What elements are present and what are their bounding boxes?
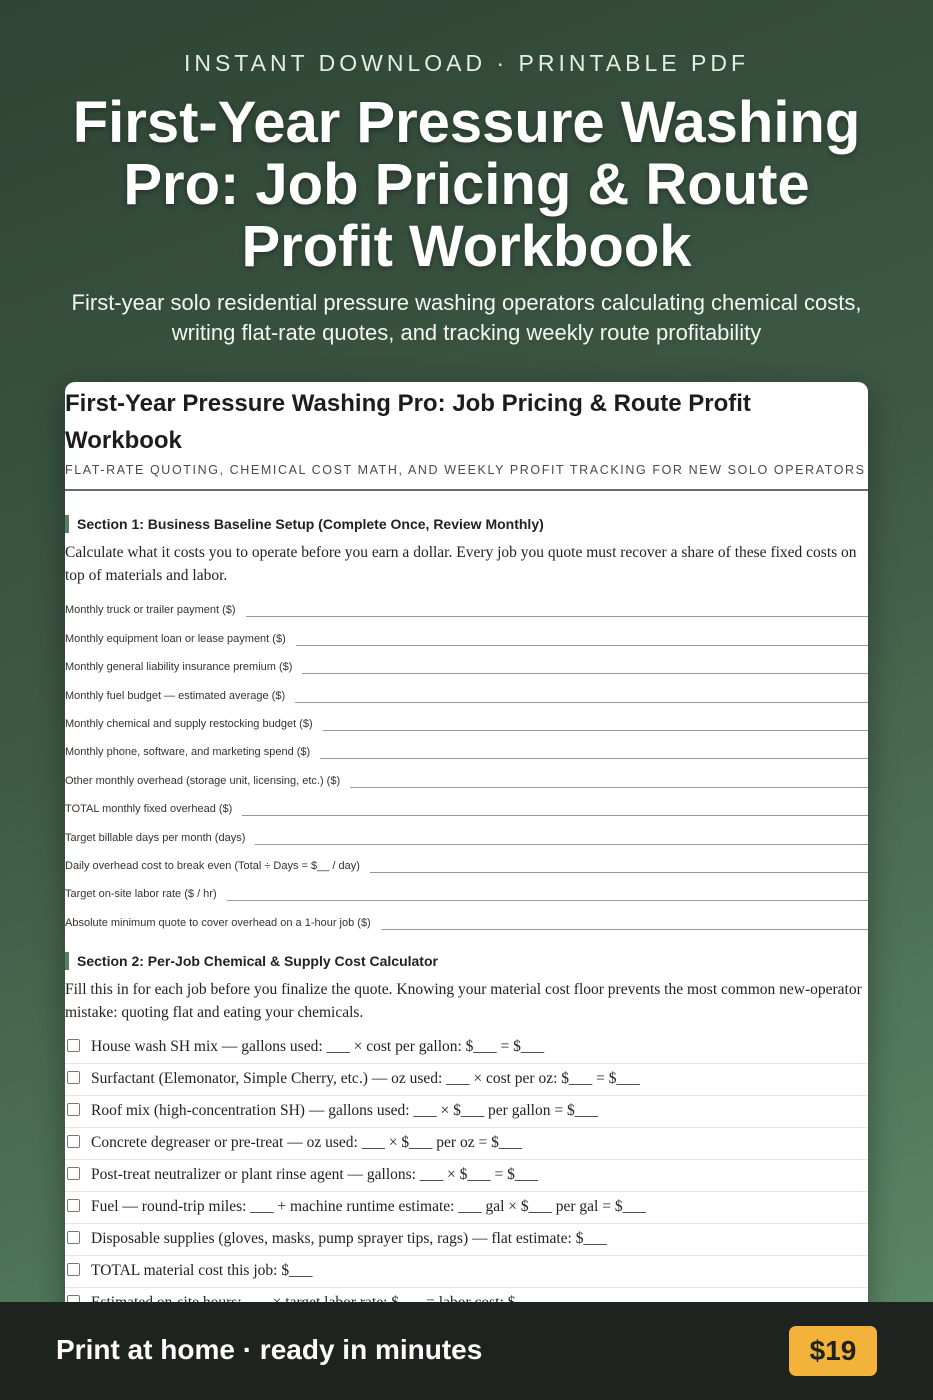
fill-in-line[interactable] <box>350 786 868 788</box>
fill-in-line[interactable] <box>227 899 868 901</box>
field-label: Absolute minimum quote to cover overhead on a 1-hour job ($) <box>65 916 371 929</box>
checklist-item-label: Disposable supplies (gloves, masks, pump sprayer tips, rags) — flat estimate: $___ <box>91 1230 607 1248</box>
product-title: First-Year Pressure Washing Pro: Job Pricing & Route Profit Workbook <box>72 90 861 279</box>
fill-in-line[interactable] <box>302 672 868 674</box>
form-field-row <box>65 845 868 873</box>
field-label: TOTAL monthly fixed overhead ($) <box>65 803 233 816</box>
price-badge[interactable]: $19 <box>789 1326 877 1376</box>
fill-in-line[interactable] <box>320 757 868 759</box>
field-label: Daily overhead cost to break even (Total ÷ Days = $__ / day) <box>65 859 360 872</box>
checkbox-icon[interactable] <box>67 1167 80 1180</box>
field-label: Monthly chemical and supply restocking budget ($) <box>65 717 313 730</box>
fill-in-line[interactable] <box>295 701 868 703</box>
field-label: Monthly fuel budget — estimated average ($) <box>65 689 286 702</box>
form-field-row <box>65 901 868 929</box>
fill-in-line[interactable] <box>323 729 868 731</box>
form-field-row <box>65 589 868 617</box>
cost-checklist <box>65 1032 868 1320</box>
field-label: Target on-site labor rate ($ / hr) <box>65 888 217 901</box>
form-field-row <box>65 703 868 731</box>
fill-in-line[interactable] <box>381 928 868 930</box>
form-field-row <box>65 788 868 816</box>
checklist-item <box>65 1032 868 1064</box>
checklist-item <box>65 1160 868 1192</box>
field-label: Other monthly overhead (storage unit, licensing, etc.) ($) <box>65 774 341 787</box>
section-2-intro: Fill this in for each job before you finalize the quote. Knowing your material cost floor prevents the most common new-operator mistake: quoting flat and eating your chemicals. <box>65 980 862 1021</box>
product-subtitle: First-year solo residential pressure washing operators calculating chemical costs, writing flat-rate quotes, and tracking weekly route profitability <box>71 290 862 345</box>
form-field-row <box>65 759 868 787</box>
checklist-item-label: Concrete degreaser or pre-treat — oz used: ___ × $___ per oz = $___ <box>91 1134 523 1152</box>
document-preview <box>65 382 868 1322</box>
document-subtitle: FLAT-RATE QUOTING, CHEMICAL COST MATH, AND WEEKLY PROFIT TRACKING FOR NEW SOLO OPERATORS <box>65 463 868 491</box>
checkbox-icon[interactable] <box>67 1039 80 1052</box>
field-label: Target billable days per month (days) <box>65 831 246 844</box>
form-field-row <box>65 674 868 702</box>
fill-in-line[interactable] <box>246 615 868 617</box>
section-2-heading: Section 2: Per-Job Chemical & Supply Cost Calculator <box>65 952 868 970</box>
section-1-intro: Calculate what it costs you to operate before you earn a dollar. Every job you quote must recover a share of these fixed costs on top of materials and labor. <box>65 544 857 584</box>
checkbox-icon[interactable] <box>67 1231 80 1244</box>
checkbox-icon[interactable] <box>67 1199 80 1212</box>
footer-bar <box>0 1302 933 1400</box>
checkbox-icon[interactable] <box>67 1263 80 1276</box>
fill-in-line[interactable] <box>370 871 868 873</box>
field-label: Monthly equipment loan or lease payment ($) <box>65 632 286 645</box>
form-field-row <box>65 873 868 901</box>
footer-tagline: Print at home · ready in minutes <box>56 1334 483 1365</box>
fill-in-line[interactable] <box>296 644 868 646</box>
form-field-row <box>65 646 868 674</box>
checklist-item-label: TOTAL material cost this job: $___ <box>91 1262 313 1280</box>
fill-in-line[interactable] <box>242 814 868 816</box>
checklist-item-label: Roof mix (high-concentration SH) — gallons used: ___ × $___ per gallon = $___ <box>91 1102 598 1120</box>
baseline-fields <box>65 589 868 930</box>
checklist-item-label: Surfactant (Elemonator, Simple Cherry, etc.) — oz used: ___ × cost per oz: $___ = $___ <box>91 1070 640 1088</box>
form-field-row <box>65 617 868 645</box>
fill-in-line[interactable] <box>255 843 868 845</box>
form-field-row <box>65 816 868 844</box>
checklist-item <box>65 1256 868 1288</box>
checkbox-icon[interactable] <box>67 1103 80 1116</box>
checklist-item <box>65 1192 868 1224</box>
checklist-item <box>65 1064 868 1096</box>
field-label: Monthly phone, software, and marketing spend ($) <box>65 746 311 759</box>
checklist-item <box>65 1096 868 1128</box>
checklist-item-label: House wash SH mix — gallons used: ___ × cost per gallon: $___ = $___ <box>91 1038 545 1056</box>
section-1-heading: Section 1: Business Baseline Setup (Complete Once, Review Monthly) <box>65 515 868 533</box>
checklist-item-label: Fuel — round-trip miles: ___ + machine runtime estimate: ___ gal × $___ per gal = $___ <box>91 1198 646 1216</box>
checklist-item <box>65 1224 868 1256</box>
form-field-row <box>65 731 868 759</box>
field-label: Monthly general liability insurance premium ($) <box>65 661 293 674</box>
checklist-item <box>65 1128 868 1160</box>
document-title: First-Year Pressure Washing Pro: Job Pricing & Route Profit Workbook <box>65 390 751 454</box>
field-label: Monthly truck or trailer payment ($) <box>65 604 236 617</box>
checkbox-icon[interactable] <box>67 1135 80 1148</box>
checklist-item-label: Post-treat neutralizer or plant rinse agent — gallons: ___ × $___ = $___ <box>91 1166 539 1184</box>
eyebrow-label: INSTANT DOWNLOAD · PRINTABLE PDF <box>183 50 750 76</box>
checkbox-icon[interactable] <box>67 1071 80 1084</box>
